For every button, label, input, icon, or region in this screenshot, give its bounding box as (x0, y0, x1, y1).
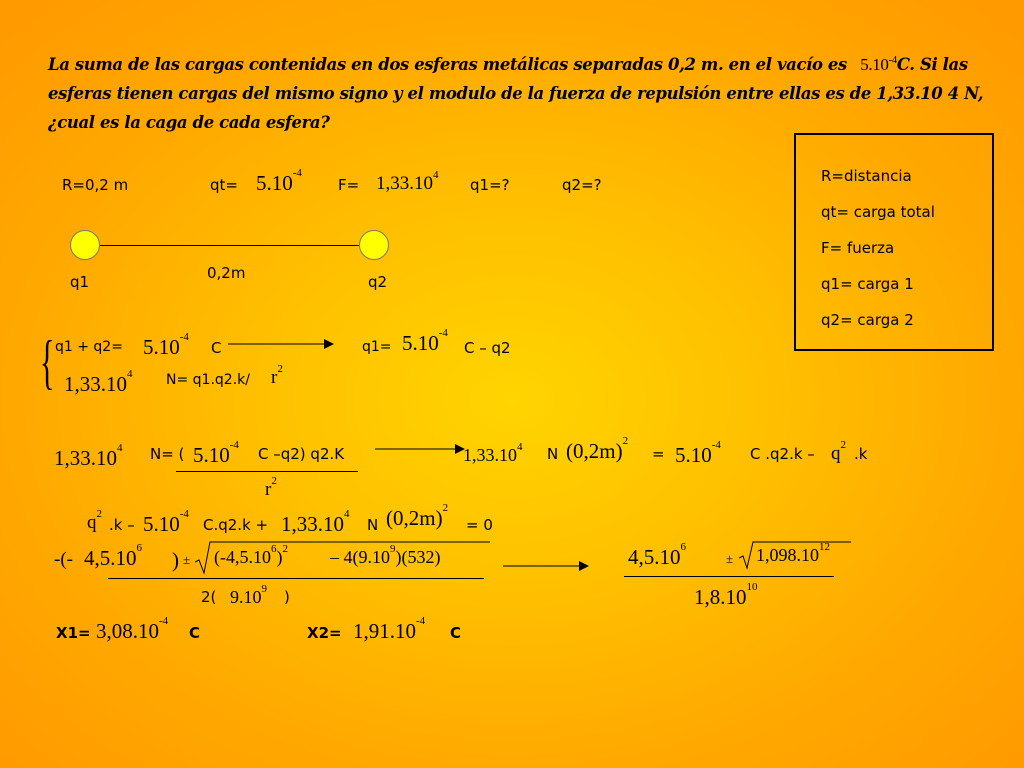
arrow-2 (375, 442, 465, 456)
step3-rhs-force: 1,33.10$^4$ (463, 441, 523, 465)
x2-unit: C (450, 624, 462, 642)
eq1-unit: C (211, 339, 222, 357)
eq2-r: $r^2$ (271, 363, 283, 388)
total-charge-value: $5.10^{-4}$ (860, 54, 897, 74)
given-q1: q1=? (470, 176, 510, 194)
legend-box (794, 133, 994, 351)
step4-force: 1,33.10$^4$ (281, 508, 350, 536)
eq2-formula: N= q1.q2.k/ (166, 372, 250, 388)
legend-item-r: R=distancia (821, 167, 912, 185)
eq1-value: $5.10^{-4}$ (143, 331, 189, 359)
x1-unit: C (189, 624, 201, 642)
distance-label: 0,2m (207, 264, 246, 282)
step3-charge: $5.10^{-4}$ (193, 439, 239, 467)
result-pm: ± (726, 551, 734, 566)
quad-den-open: 2( (201, 588, 217, 606)
step3-force: 1,33.10$^4$ (54, 442, 123, 470)
step4-charge: $5.10^{-4}$ (143, 508, 189, 536)
step3-fraction-bar (176, 471, 358, 472)
step3-rhs-tail: C .q2.k – (750, 445, 815, 463)
arrow-1 (228, 337, 334, 351)
x1-label: X1= (56, 624, 91, 642)
quad-den-value: 9.10$^9$ (230, 583, 267, 607)
step4-n: N (367, 516, 379, 534)
problem-text-part2: C. Si las esferas tienen cargas del mismo signo y el modulo de la fuerza de repulsión entre ellas es de 1,33.10 4 N, ¿cual es la caga de cada esfera? (48, 55, 984, 132)
result-fraction-bar (624, 576, 834, 577)
result-denominator: 1,8.10$^{10}$ (694, 581, 758, 609)
step3-rhs-n: N (547, 445, 559, 463)
x2-label: X2= (307, 624, 342, 642)
step3-rhs-k: .k (854, 445, 868, 463)
given-distance: R=0,2 m (62, 176, 129, 194)
system-brace: { (40, 329, 55, 395)
step4-mid: C.q2.k + (203, 516, 269, 534)
given-qt-value: $5.10^{-4}$ (256, 167, 302, 195)
q1-result-tail: C – q2 (464, 339, 511, 357)
legend-item-q2: q2= carga 2 (821, 311, 914, 329)
legend-item-f: F= fuerza (821, 239, 895, 257)
quad-disc-a: $(-4,5.10^6)^2$ (214, 543, 288, 567)
step4-q: $q^2$ (87, 508, 102, 533)
sphere-q2 (359, 230, 389, 260)
step3-denominator: $r^2$ (265, 475, 277, 500)
label-q1: q1 (70, 273, 90, 291)
x1-value: $3,08.10^{-4}$ (96, 615, 169, 643)
quad-fraction-bar (108, 578, 484, 579)
legend-item-qt: qt= carga total (821, 203, 935, 221)
given-f-label: F= (338, 176, 360, 194)
result-numerator-b: 4,5.10$^6$ (628, 541, 686, 569)
q1-result-value: $5.10^{-4}$ (402, 327, 448, 355)
step3-tail: C –q2) q2.K (258, 445, 345, 463)
step3-rhs-charge: $5.10^{-4}$ (675, 439, 721, 467)
quad-close: ) (172, 548, 179, 572)
step4-equals-zero: = 0 (466, 516, 493, 534)
label-q2: q2 (368, 273, 388, 291)
problem-statement (48, 50, 988, 137)
sphere-q1 (70, 230, 100, 260)
step3-n-open: N= ( (150, 445, 185, 463)
problem-text-part1: La suma de las cargas contenidas en dos esferas metálicas separadas 0,2 m. en el vacío es (48, 55, 847, 74)
step3-rhs-distance: $(0,2m)^2$ (566, 435, 629, 463)
q1-result-label: q1= (362, 339, 392, 355)
result-sqrt-value: 1,098.10$^{12}$ (756, 541, 830, 565)
quad-pm: ± (183, 552, 191, 567)
x2-value: $1,91.10^{-4}$ (353, 615, 426, 643)
eq2-force: 1,33.10$^4$ (64, 368, 133, 396)
given-f-value: 1,33.10$^4$ (376, 169, 439, 194)
quad-b: 4,5.10$^6$ (84, 542, 142, 570)
quad-lead: -(- (54, 549, 73, 570)
quad-den-close: ) (284, 588, 290, 606)
quad-disc-mid: – 4(9.10$^9$)(532) (330, 543, 441, 567)
step4-distance: $(0,2m)^2$ (386, 502, 449, 530)
arrow-3 (503, 559, 589, 573)
distance-line (98, 245, 362, 246)
step3-rhs-equals: = (652, 445, 665, 463)
given-q2: q2=? (562, 176, 602, 194)
legend-item-q1: q1= carga 1 (821, 275, 914, 293)
given-qt-label: qt= (210, 176, 238, 194)
step4-k-minus: .k – (109, 516, 135, 534)
eq1-label: q1 + q2= (55, 339, 123, 355)
step3-rhs-q2: $q^2$ (831, 439, 846, 464)
